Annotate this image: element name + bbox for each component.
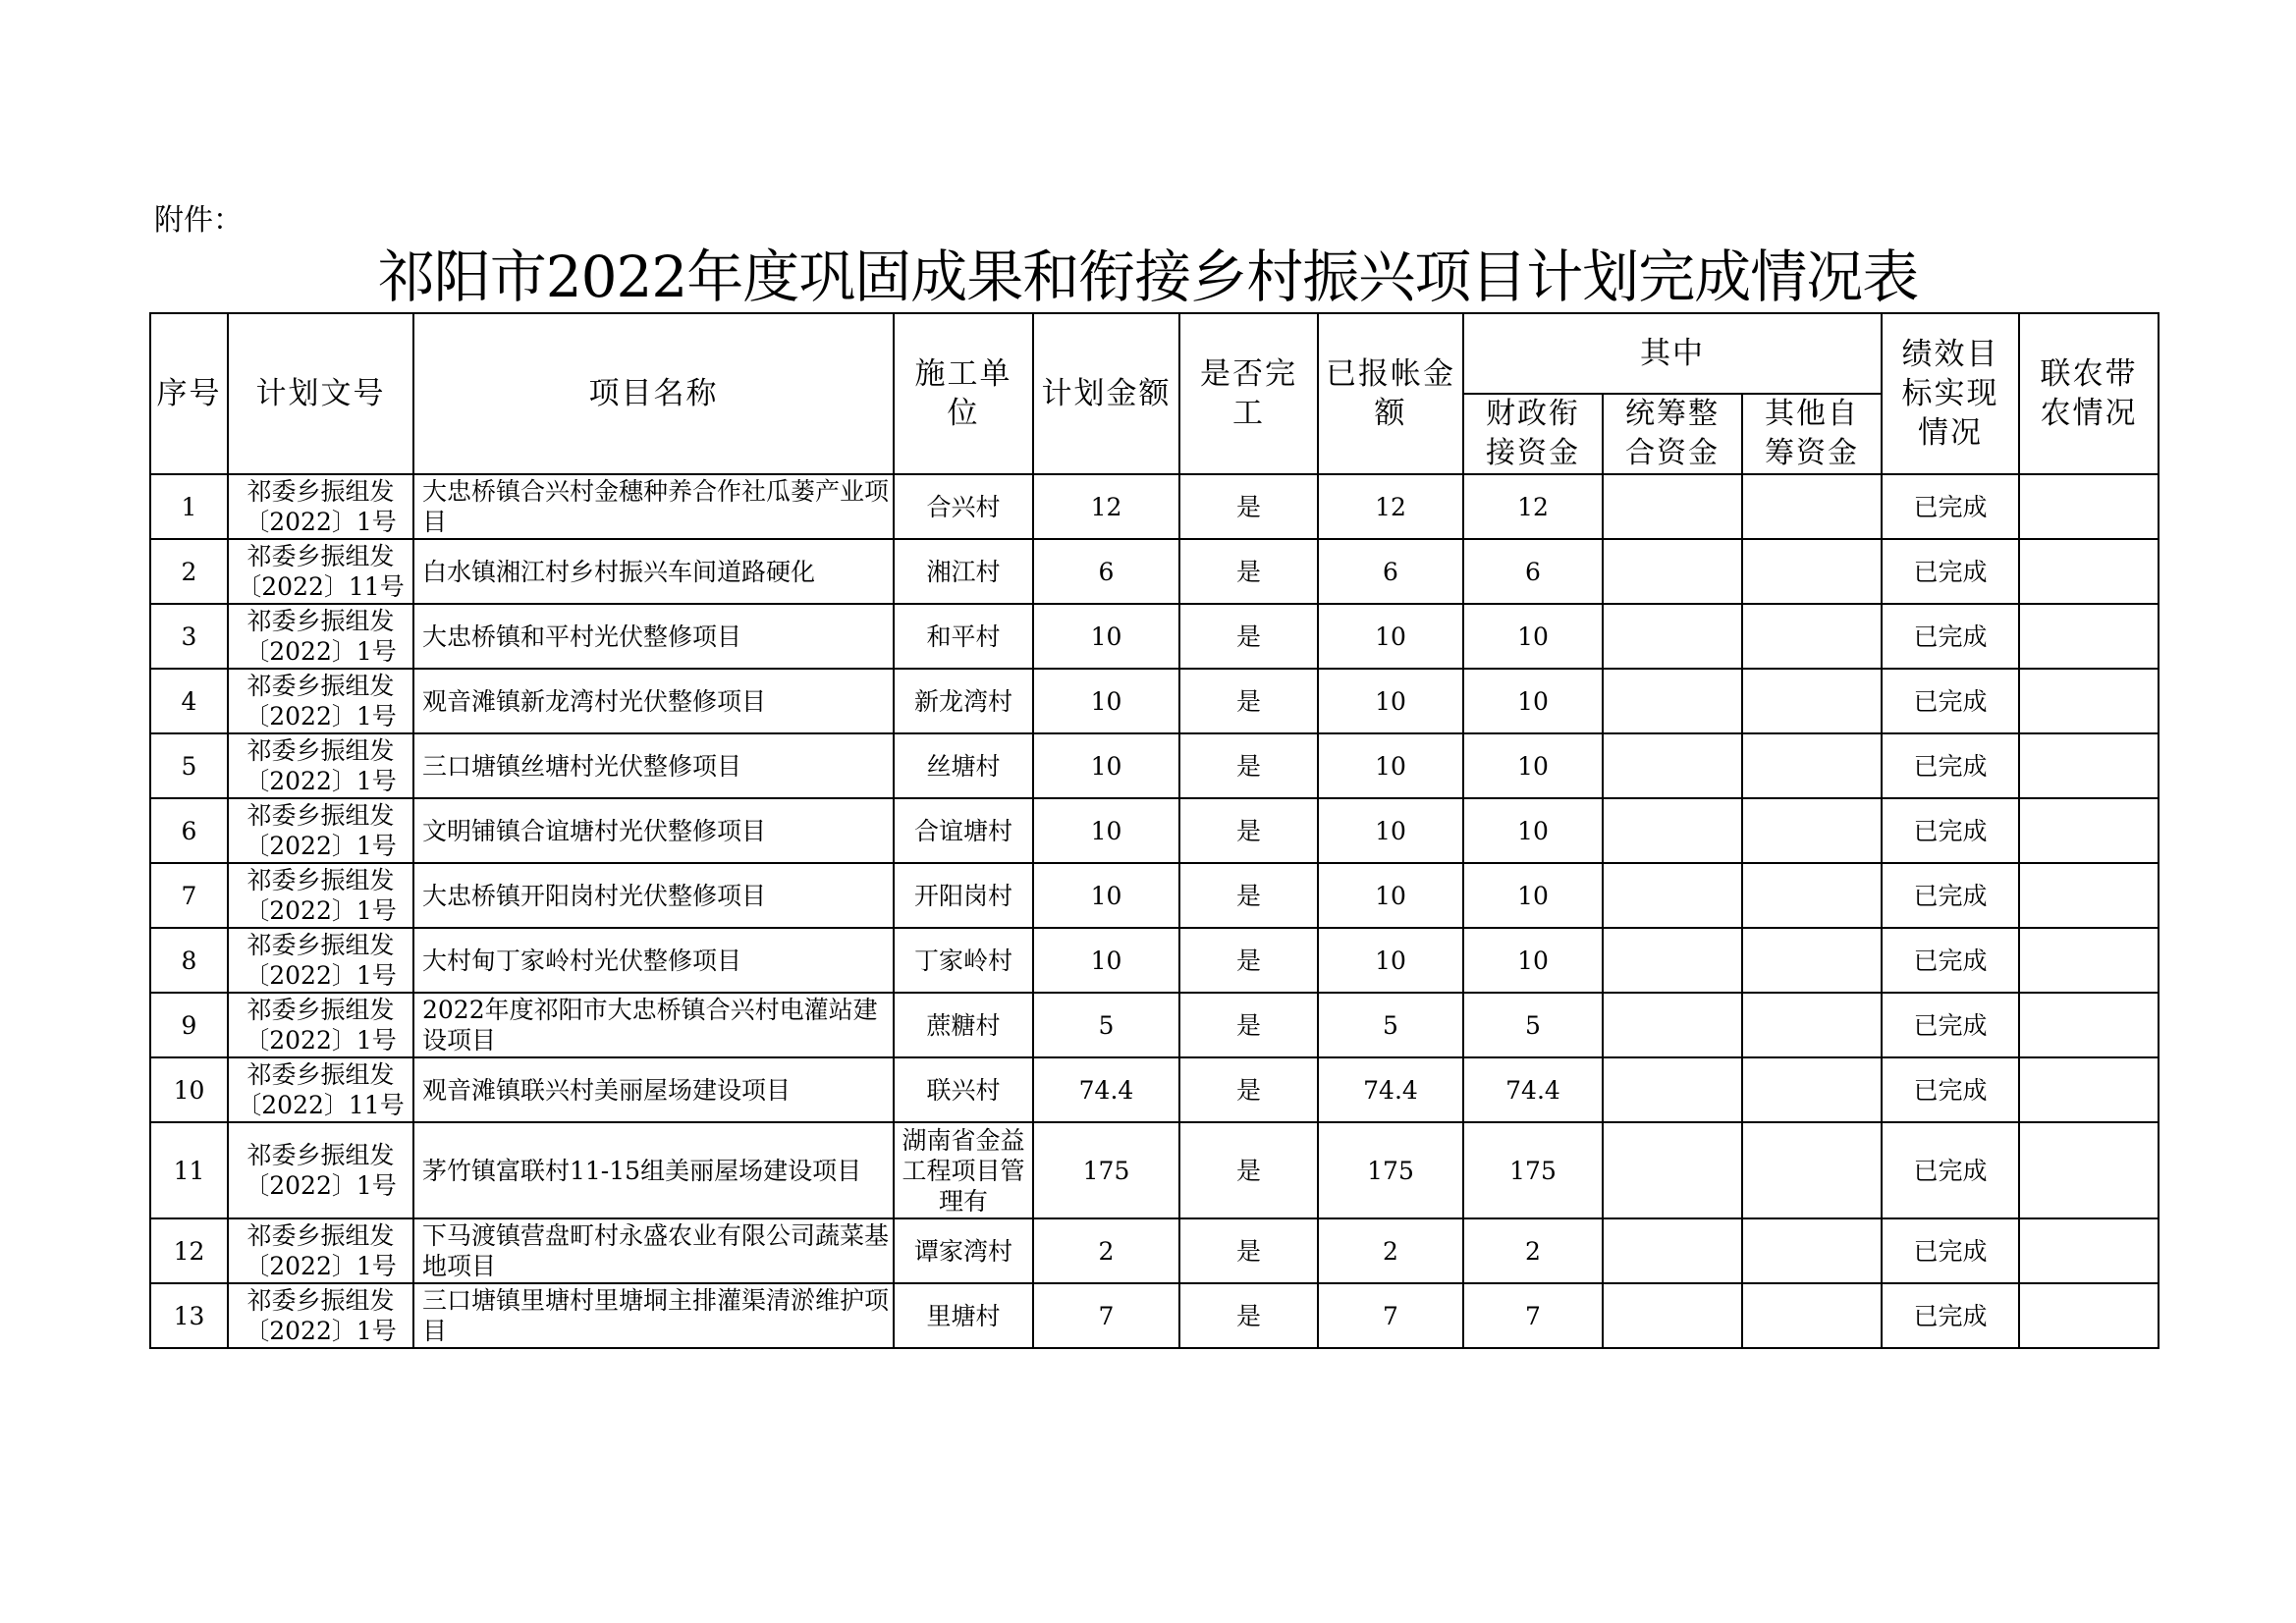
table-row xyxy=(150,1057,2159,1122)
row-done: 是 xyxy=(1179,863,1318,928)
header-row xyxy=(150,313,2159,394)
row-seq: 2 xyxy=(150,539,228,604)
row-reported: 10 xyxy=(1318,733,1463,798)
table-row xyxy=(150,1218,2159,1283)
row-done: 是 xyxy=(1179,604,1318,669)
row-seq: 13 xyxy=(150,1283,228,1348)
row-doc-line2: 〔2022〕1号 xyxy=(245,896,397,925)
row-done: 是 xyxy=(1179,539,1318,604)
row-link xyxy=(2019,669,2159,733)
row-plan: 7 xyxy=(1033,1283,1179,1348)
row-unit: 合兴村 xyxy=(894,474,1033,539)
row-doc-line1: 祁委乡振组发 xyxy=(246,931,395,959)
row-fin: 7 xyxy=(1463,1283,1603,1348)
row-self xyxy=(1742,993,1882,1057)
row-doc-line2: 〔2022〕1号 xyxy=(245,767,397,795)
row-done: 是 xyxy=(1179,474,1318,539)
row-self xyxy=(1742,1122,1882,1218)
row-seq: 3 xyxy=(150,604,228,669)
row-coord xyxy=(1603,1283,1742,1348)
row-doc-line1: 祁委乡振组发 xyxy=(246,542,395,570)
row-link xyxy=(2019,993,2159,1057)
row-reported: 74.4 xyxy=(1318,1057,1463,1122)
row-name: 三口塘镇丝塘村光伏整修项目 xyxy=(413,733,894,798)
row-link xyxy=(2019,733,2159,798)
row-self xyxy=(1742,669,1882,733)
header-perf: 绩效目 标实现 情况 xyxy=(1882,313,2019,474)
row-plan: 12 xyxy=(1033,474,1179,539)
row-link xyxy=(2019,1122,2159,1218)
table-row xyxy=(150,1283,2159,1348)
row-doc xyxy=(228,1122,413,1218)
row-coord xyxy=(1603,1218,1742,1283)
row-fin: 10 xyxy=(1463,863,1603,928)
row-reported: 6 xyxy=(1318,539,1463,604)
row-fin: 12 xyxy=(1463,474,1603,539)
table-row xyxy=(150,798,2159,863)
row-unit: 湘江村 xyxy=(894,539,1033,604)
row-seq: 8 xyxy=(150,928,228,993)
header-coord: 统筹整 合资金 xyxy=(1603,394,1742,474)
row-doc-line1: 祁委乡振组发 xyxy=(246,801,395,830)
row-perf: 已完成 xyxy=(1882,1283,2019,1348)
row-unit: 丝塘村 xyxy=(894,733,1033,798)
row-reported: 10 xyxy=(1318,863,1463,928)
header-name: 项目名称 xyxy=(413,313,894,474)
row-coord xyxy=(1603,474,1742,539)
row-name: 白水镇湘江村乡村振兴车间道路硬化 xyxy=(413,539,894,604)
row-perf: 已完成 xyxy=(1882,474,2019,539)
row-link xyxy=(2019,474,2159,539)
row-fin: 74.4 xyxy=(1463,1057,1603,1122)
table-row xyxy=(150,474,2159,539)
row-perf: 已完成 xyxy=(1882,1122,2019,1218)
row-plan: 10 xyxy=(1033,798,1179,863)
row-fin: 10 xyxy=(1463,733,1603,798)
row-plan: 74.4 xyxy=(1033,1057,1179,1122)
row-seq: 4 xyxy=(150,669,228,733)
row-unit: 湖南省金益工程项目管理有 xyxy=(894,1122,1033,1218)
row-perf: 已完成 xyxy=(1882,539,2019,604)
row-doc xyxy=(228,1218,413,1283)
row-self xyxy=(1742,863,1882,928)
row-plan: 2 xyxy=(1033,1218,1179,1283)
row-fin: 175 xyxy=(1463,1122,1603,1218)
row-doc-line2: 〔2022〕1号 xyxy=(245,508,397,536)
row-doc xyxy=(228,928,413,993)
row-reported: 10 xyxy=(1318,669,1463,733)
row-seq: 9 xyxy=(150,993,228,1057)
row-link xyxy=(2019,798,2159,863)
row-self xyxy=(1742,539,1882,604)
row-seq: 11 xyxy=(150,1122,228,1218)
row-self xyxy=(1742,798,1882,863)
row-name: 三口塘镇里塘村里塘垌主排灌渠清淤维护项目 xyxy=(413,1283,894,1348)
row-name: 茅竹镇富联村11-15组美丽屋场建设项目 xyxy=(413,1122,894,1218)
row-doc xyxy=(228,863,413,928)
row-perf: 已完成 xyxy=(1882,863,2019,928)
row-unit: 新龙湾村 xyxy=(894,669,1033,733)
row-fin: 10 xyxy=(1463,669,1603,733)
row-doc xyxy=(228,474,413,539)
row-self xyxy=(1742,1057,1882,1122)
row-coord xyxy=(1603,733,1742,798)
row-reported: 10 xyxy=(1318,604,1463,669)
row-plan: 6 xyxy=(1033,539,1179,604)
row-reported: 175 xyxy=(1318,1122,1463,1218)
header-doc: 计划文号 xyxy=(228,313,413,474)
row-reported: 5 xyxy=(1318,993,1463,1057)
row-doc-line2: 〔2022〕1号 xyxy=(245,637,397,666)
table-row xyxy=(150,928,2159,993)
row-doc-line2: 〔2022〕1号 xyxy=(245,1171,397,1200)
row-unit: 和平村 xyxy=(894,604,1033,669)
header-link: 联农带 农情况 xyxy=(2019,313,2159,474)
row-doc xyxy=(228,1283,413,1348)
row-self xyxy=(1742,604,1882,669)
row-unit: 合谊塘村 xyxy=(894,798,1033,863)
row-unit: 蔗糖村 xyxy=(894,993,1033,1057)
row-seq: 7 xyxy=(150,863,228,928)
header-self: 其他自 筹资金 xyxy=(1742,394,1882,474)
row-done: 是 xyxy=(1179,1218,1318,1283)
row-name: 观音滩镇新龙湾村光伏整修项目 xyxy=(413,669,894,733)
row-doc-line2: 〔2022〕1号 xyxy=(245,1317,397,1345)
row-link xyxy=(2019,1283,2159,1348)
row-doc-line1: 祁委乡振组发 xyxy=(246,1221,395,1250)
row-perf: 已完成 xyxy=(1882,1057,2019,1122)
row-unit: 联兴村 xyxy=(894,1057,1033,1122)
row-link xyxy=(2019,928,2159,993)
row-fin: 10 xyxy=(1463,928,1603,993)
row-name: 大忠桥镇开阳岗村光伏整修项目 xyxy=(413,863,894,928)
table-row xyxy=(150,669,2159,733)
table-row xyxy=(150,863,2159,928)
row-done: 是 xyxy=(1179,928,1318,993)
table-row xyxy=(150,604,2159,669)
row-doc-line2: 〔2022〕1号 xyxy=(245,961,397,990)
row-self xyxy=(1742,733,1882,798)
page-title: 祁阳市2022年度巩固成果和衔接乡村振兴项目计划完成情况表 xyxy=(377,243,1919,310)
row-plan: 10 xyxy=(1033,604,1179,669)
header-seq: 序号 xyxy=(150,313,228,474)
row-coord xyxy=(1603,798,1742,863)
row-plan: 175 xyxy=(1033,1122,1179,1218)
row-doc xyxy=(228,1057,413,1122)
row-doc-line2: 〔2022〕11号 xyxy=(237,572,405,601)
row-seq: 1 xyxy=(150,474,228,539)
row-doc-line1: 祁委乡振组发 xyxy=(246,1286,395,1315)
row-link xyxy=(2019,539,2159,604)
row-doc-line1: 祁委乡振组发 xyxy=(246,477,395,506)
row-done: 是 xyxy=(1179,733,1318,798)
header-done: 是否完 工 xyxy=(1179,313,1318,474)
row-self xyxy=(1742,928,1882,993)
row-self xyxy=(1742,474,1882,539)
row-doc-line1: 祁委乡振组发 xyxy=(246,607,395,635)
row-done: 是 xyxy=(1179,1122,1318,1218)
row-plan: 10 xyxy=(1033,669,1179,733)
row-doc-line1: 祁委乡振组发 xyxy=(246,736,395,765)
row-done: 是 xyxy=(1179,993,1318,1057)
row-fin: 10 xyxy=(1463,798,1603,863)
row-reported: 10 xyxy=(1318,798,1463,863)
row-fin: 6 xyxy=(1463,539,1603,604)
row-coord xyxy=(1603,1122,1742,1218)
row-name: 观音滩镇联兴村美丽屋场建设项目 xyxy=(413,1057,894,1122)
row-name: 2022年度祁阳市大忠桥镇合兴村电灌站建设项目 xyxy=(413,993,894,1057)
row-plan: 10 xyxy=(1033,733,1179,798)
row-self xyxy=(1742,1218,1882,1283)
row-doc xyxy=(228,798,413,863)
row-doc-line1: 祁委乡振组发 xyxy=(246,672,395,700)
row-fin: 5 xyxy=(1463,993,1603,1057)
header-unit: 施工单 位 xyxy=(894,313,1033,474)
row-done: 是 xyxy=(1179,669,1318,733)
row-name: 大忠桥镇和平村光伏整修项目 xyxy=(413,604,894,669)
row-doc-line1: 祁委乡振组发 xyxy=(246,866,395,894)
row-coord xyxy=(1603,539,1742,604)
row-fin: 2 xyxy=(1463,1218,1603,1283)
header-reported: 已报帐金 额 xyxy=(1318,313,1463,474)
row-perf: 已完成 xyxy=(1882,993,2019,1057)
row-link xyxy=(2019,1057,2159,1122)
row-seq: 6 xyxy=(150,798,228,863)
row-name: 下马渡镇营盘町村永盛农业有限公司蔬菜基地项目 xyxy=(413,1218,894,1283)
row-reported: 2 xyxy=(1318,1218,1463,1283)
row-done: 是 xyxy=(1179,1057,1318,1122)
row-doc-line2: 〔2022〕11号 xyxy=(237,1091,405,1119)
row-name: 大村甸丁家岭村光伏整修项目 xyxy=(413,928,894,993)
row-doc-line2: 〔2022〕1号 xyxy=(245,702,397,730)
row-plan: 10 xyxy=(1033,928,1179,993)
row-perf: 已完成 xyxy=(1882,733,2019,798)
table-row xyxy=(150,539,2159,604)
table-row xyxy=(150,733,2159,798)
header-plan: 计划金额 xyxy=(1033,313,1179,474)
row-name: 文明铺镇合谊塘村光伏整修项目 xyxy=(413,798,894,863)
row-unit: 谭家湾村 xyxy=(894,1218,1033,1283)
row-perf: 已完成 xyxy=(1882,1218,2019,1283)
row-name: 大忠桥镇合兴村金穗种养合作社瓜蒌产业项目 xyxy=(413,474,894,539)
row-doc-line1: 祁委乡振组发 xyxy=(246,1141,395,1169)
row-perf: 已完成 xyxy=(1882,798,2019,863)
row-reported: 10 xyxy=(1318,928,1463,993)
header-group: 其中 xyxy=(1463,313,1882,394)
row-seq: 12 xyxy=(150,1218,228,1283)
row-unit: 开阳岗村 xyxy=(894,863,1033,928)
row-doc-line1: 祁委乡振组发 xyxy=(246,996,395,1024)
row-done: 是 xyxy=(1179,798,1318,863)
table-row xyxy=(150,993,2159,1057)
row-link xyxy=(2019,604,2159,669)
row-perf: 已完成 xyxy=(1882,604,2019,669)
project-table xyxy=(149,312,2159,1349)
row-seq: 5 xyxy=(150,733,228,798)
row-done: 是 xyxy=(1179,1283,1318,1348)
row-coord xyxy=(1603,604,1742,669)
row-link xyxy=(2019,863,2159,928)
row-coord xyxy=(1603,993,1742,1057)
row-coord xyxy=(1603,863,1742,928)
table-row xyxy=(150,1122,2159,1218)
row-coord xyxy=(1603,669,1742,733)
row-doc xyxy=(228,669,413,733)
row-doc xyxy=(228,993,413,1057)
row-doc xyxy=(228,604,413,669)
row-doc-line2: 〔2022〕1号 xyxy=(245,1026,397,1055)
row-doc-line2: 〔2022〕1号 xyxy=(245,1252,397,1280)
row-reported: 7 xyxy=(1318,1283,1463,1348)
row-self xyxy=(1742,1283,1882,1348)
row-coord xyxy=(1603,1057,1742,1122)
row-doc xyxy=(228,733,413,798)
row-perf: 已完成 xyxy=(1882,928,2019,993)
row-coord xyxy=(1603,928,1742,993)
row-fin: 10 xyxy=(1463,604,1603,669)
row-link xyxy=(2019,1218,2159,1283)
row-perf: 已完成 xyxy=(1882,669,2019,733)
row-doc-line2: 〔2022〕1号 xyxy=(245,832,397,860)
header-fin: 财政衔 接资金 xyxy=(1463,394,1603,474)
row-plan: 5 xyxy=(1033,993,1179,1057)
row-unit: 丁家岭村 xyxy=(894,928,1033,993)
row-unit: 里塘村 xyxy=(894,1283,1033,1348)
row-seq: 10 xyxy=(150,1057,228,1122)
row-doc-line1: 祁委乡振组发 xyxy=(246,1060,395,1089)
table-body xyxy=(150,474,2159,1348)
row-doc xyxy=(228,539,413,604)
row-reported: 12 xyxy=(1318,474,1463,539)
row-plan: 10 xyxy=(1033,863,1179,928)
attachment-label: 附件： xyxy=(154,203,243,238)
